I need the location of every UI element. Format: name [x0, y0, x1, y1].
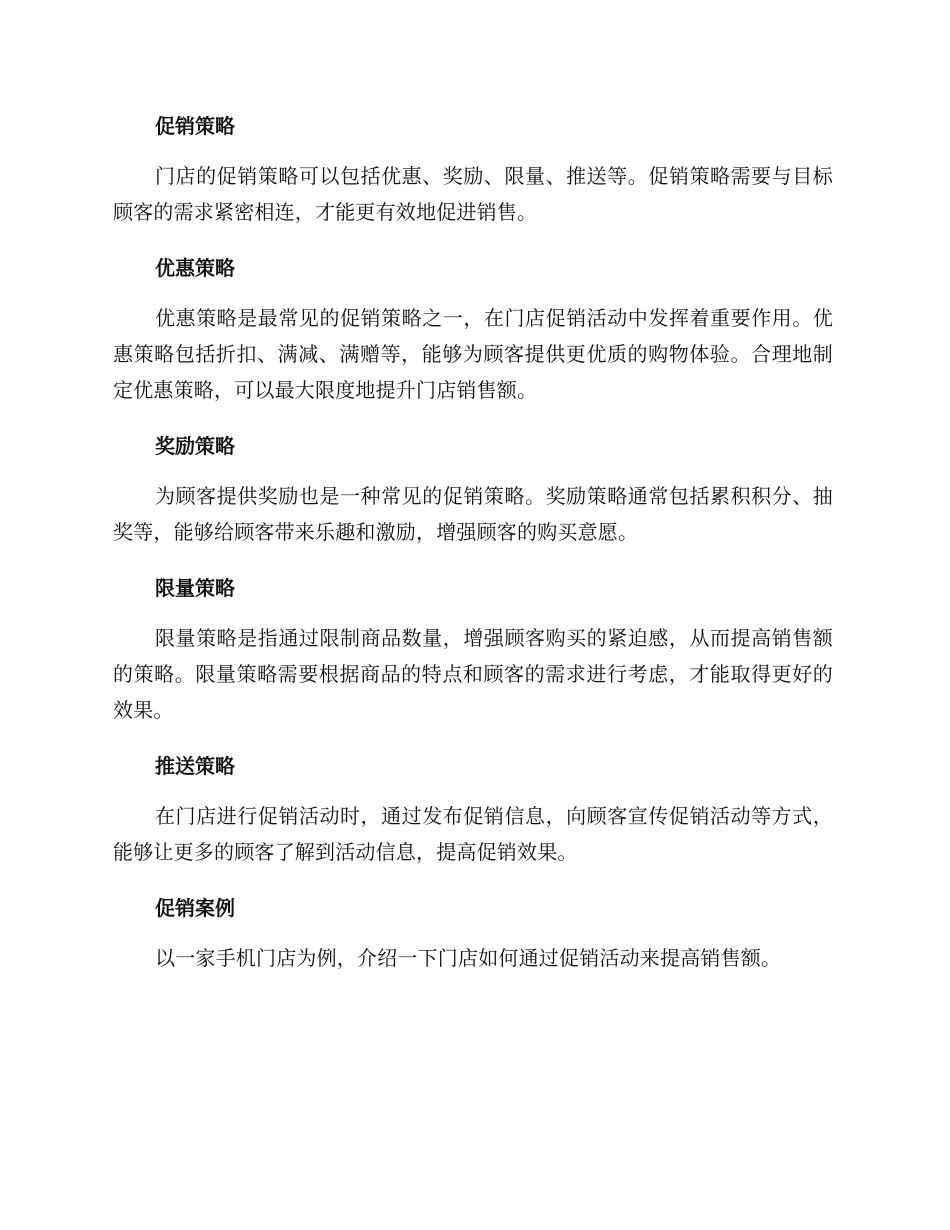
section-heading-reward-strategy: 奖励策略 [155, 434, 235, 458]
section-paragraph-reward-strategy: 为顾客提供奖励也是一种常见的促销策略。奖励策略通常包括累积积分、抽奖等，能够给顾客带来乐趣和激励，增强顾客的购买意愿。 [113, 484, 833, 544]
section-paragraph-promotion-case: 以一家手机门店为例，介绍一下门店如何通过促销活动来提高销售额。 [155, 946, 782, 970]
section-paragraph-discount-strategy: 优惠策略是最常见的促销策略之一，在门店促销活动中发挥着重要作用。优惠策略包括折扣、满减、满赠等，能够为顾客提供更优质的购物体验。合理地制定优惠策略，可以最大限度地提升门店销售额。 [113, 306, 833, 402]
section-heading-push-strategy: 推送策略 [155, 754, 235, 778]
section-paragraph-promotion-strategy: 门店的促销策略可以包括优惠、奖励、限量、推送等。促销策略需要与目标顾客的需求紧密相连，才能更有效地促进销售。 [113, 164, 833, 224]
section-heading-promotion-case: 促销案例 [155, 896, 235, 920]
section-heading-limited-strategy: 限量策略 [155, 576, 235, 600]
document-body [113, 108, 833, 996]
section-paragraph-push-strategy: 在门店进行促销活动时，通过发布促销信息，向顾客宣传促销活动等方式，能够让更多的顾客了解到活动信息，提高促销效果。 [113, 804, 833, 864]
section-paragraph-limited-strategy: 限量策略是指通过限制商品数量，增强顾客购买的紧迫感，从而提高销售额的策略。限量策略需要根据商品的特点和顾客的需求进行考虑，才能取得更好的效果。 [113, 626, 833, 722]
section-heading-discount-strategy: 优惠策略 [155, 256, 235, 280]
section-heading-promotion-strategy: 促销策略 [155, 114, 235, 138]
